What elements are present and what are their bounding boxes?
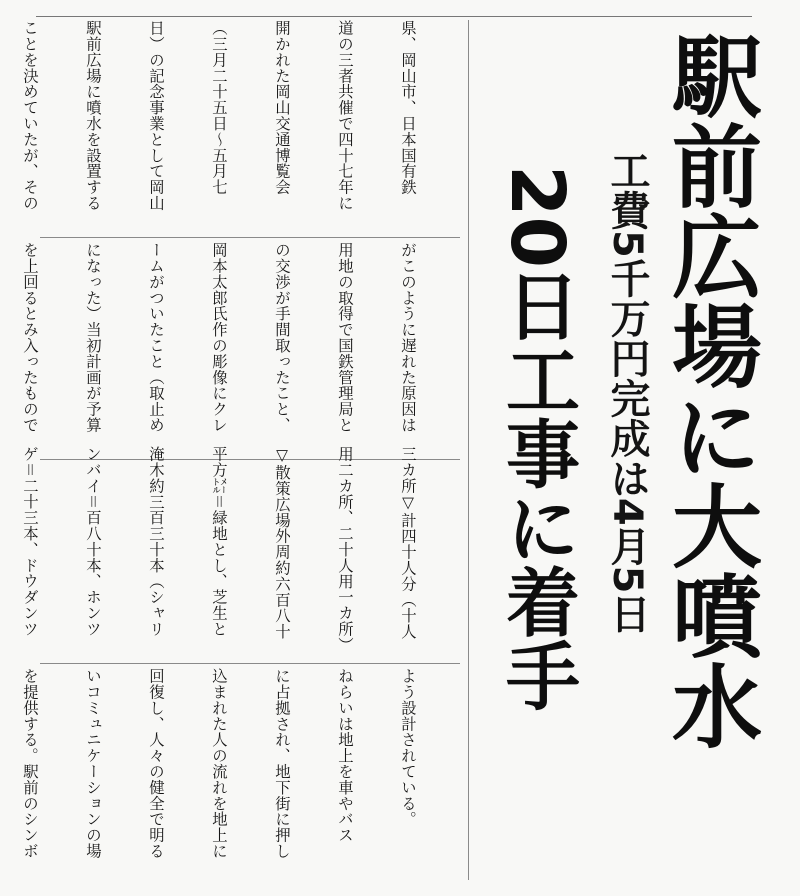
column-separator (40, 237, 460, 238)
line: いコミュニケーションの場 (84, 668, 102, 859)
line: の交渉が手間取ったこと、 (273, 242, 291, 433)
line: がこのように遅れた原因は (399, 242, 417, 433)
line: 用二カ所、二十人用一カ所） (336, 446, 354, 653)
line: 駅前広場に噴水を設置する (84, 20, 102, 211)
line: 日）の記念事業として岡山 (147, 20, 165, 211)
line: よう設計されている。 (399, 668, 417, 827)
article-tier-2 (21, 242, 460, 454)
line: 回復し、人々の健全で明る (147, 668, 165, 859)
line: を上回るとみ入ったもので (21, 242, 39, 433)
main-headline: 駅前広場に大噴水 (656, 30, 761, 750)
line: ことを決めていたが、その (21, 20, 39, 211)
sub-headline: 工費5千万円完成は4月5日 (604, 150, 650, 634)
line: になった）当初計画が予算 (84, 242, 102, 433)
line: 県、岡山市、日本国有鉄 (399, 20, 417, 195)
line: 開かれた岡山交通博覧会 (273, 20, 291, 195)
second-headline: 20日工事に着手 (494, 165, 580, 712)
line: 用地の取得で国鉄管理局と (336, 242, 354, 433)
line: を提供する。駅前のシンボ (21, 668, 39, 859)
top-border-rule (36, 16, 752, 17)
headline-divider (468, 20, 469, 880)
line: ームがついたこと（取止め (147, 242, 165, 433)
line: ねらいは地上を車やバス (336, 668, 354, 843)
article-tier-3 (21, 446, 460, 658)
column-separator (40, 663, 460, 664)
line: ゲ＝二十三本、ドウダンツ (21, 446, 39, 637)
line: ンバイ＝百八十本、ホンツ (84, 446, 102, 637)
line: 三カ所▽計四十人分（十人 (399, 446, 417, 640)
line: 込まれた人の流れを地上に (210, 668, 228, 859)
line: 淹木約三百三十本（シャリ (147, 446, 165, 637)
article-tier-4 (21, 668, 460, 880)
line: ▽散策広場外周約六百八十 (273, 446, 291, 640)
line: 道の三者共催で四十七年に (336, 20, 354, 211)
article-tier-1 (21, 20, 460, 232)
line: 岡本太郎氏作の彫像にクレ (210, 242, 228, 433)
line: 平方㍍＝緑地とし、芝生と (210, 446, 228, 637)
line: （三月二十五日〜五月七 (210, 20, 228, 195)
line: に占拠され、地下街に押し (273, 668, 291, 859)
